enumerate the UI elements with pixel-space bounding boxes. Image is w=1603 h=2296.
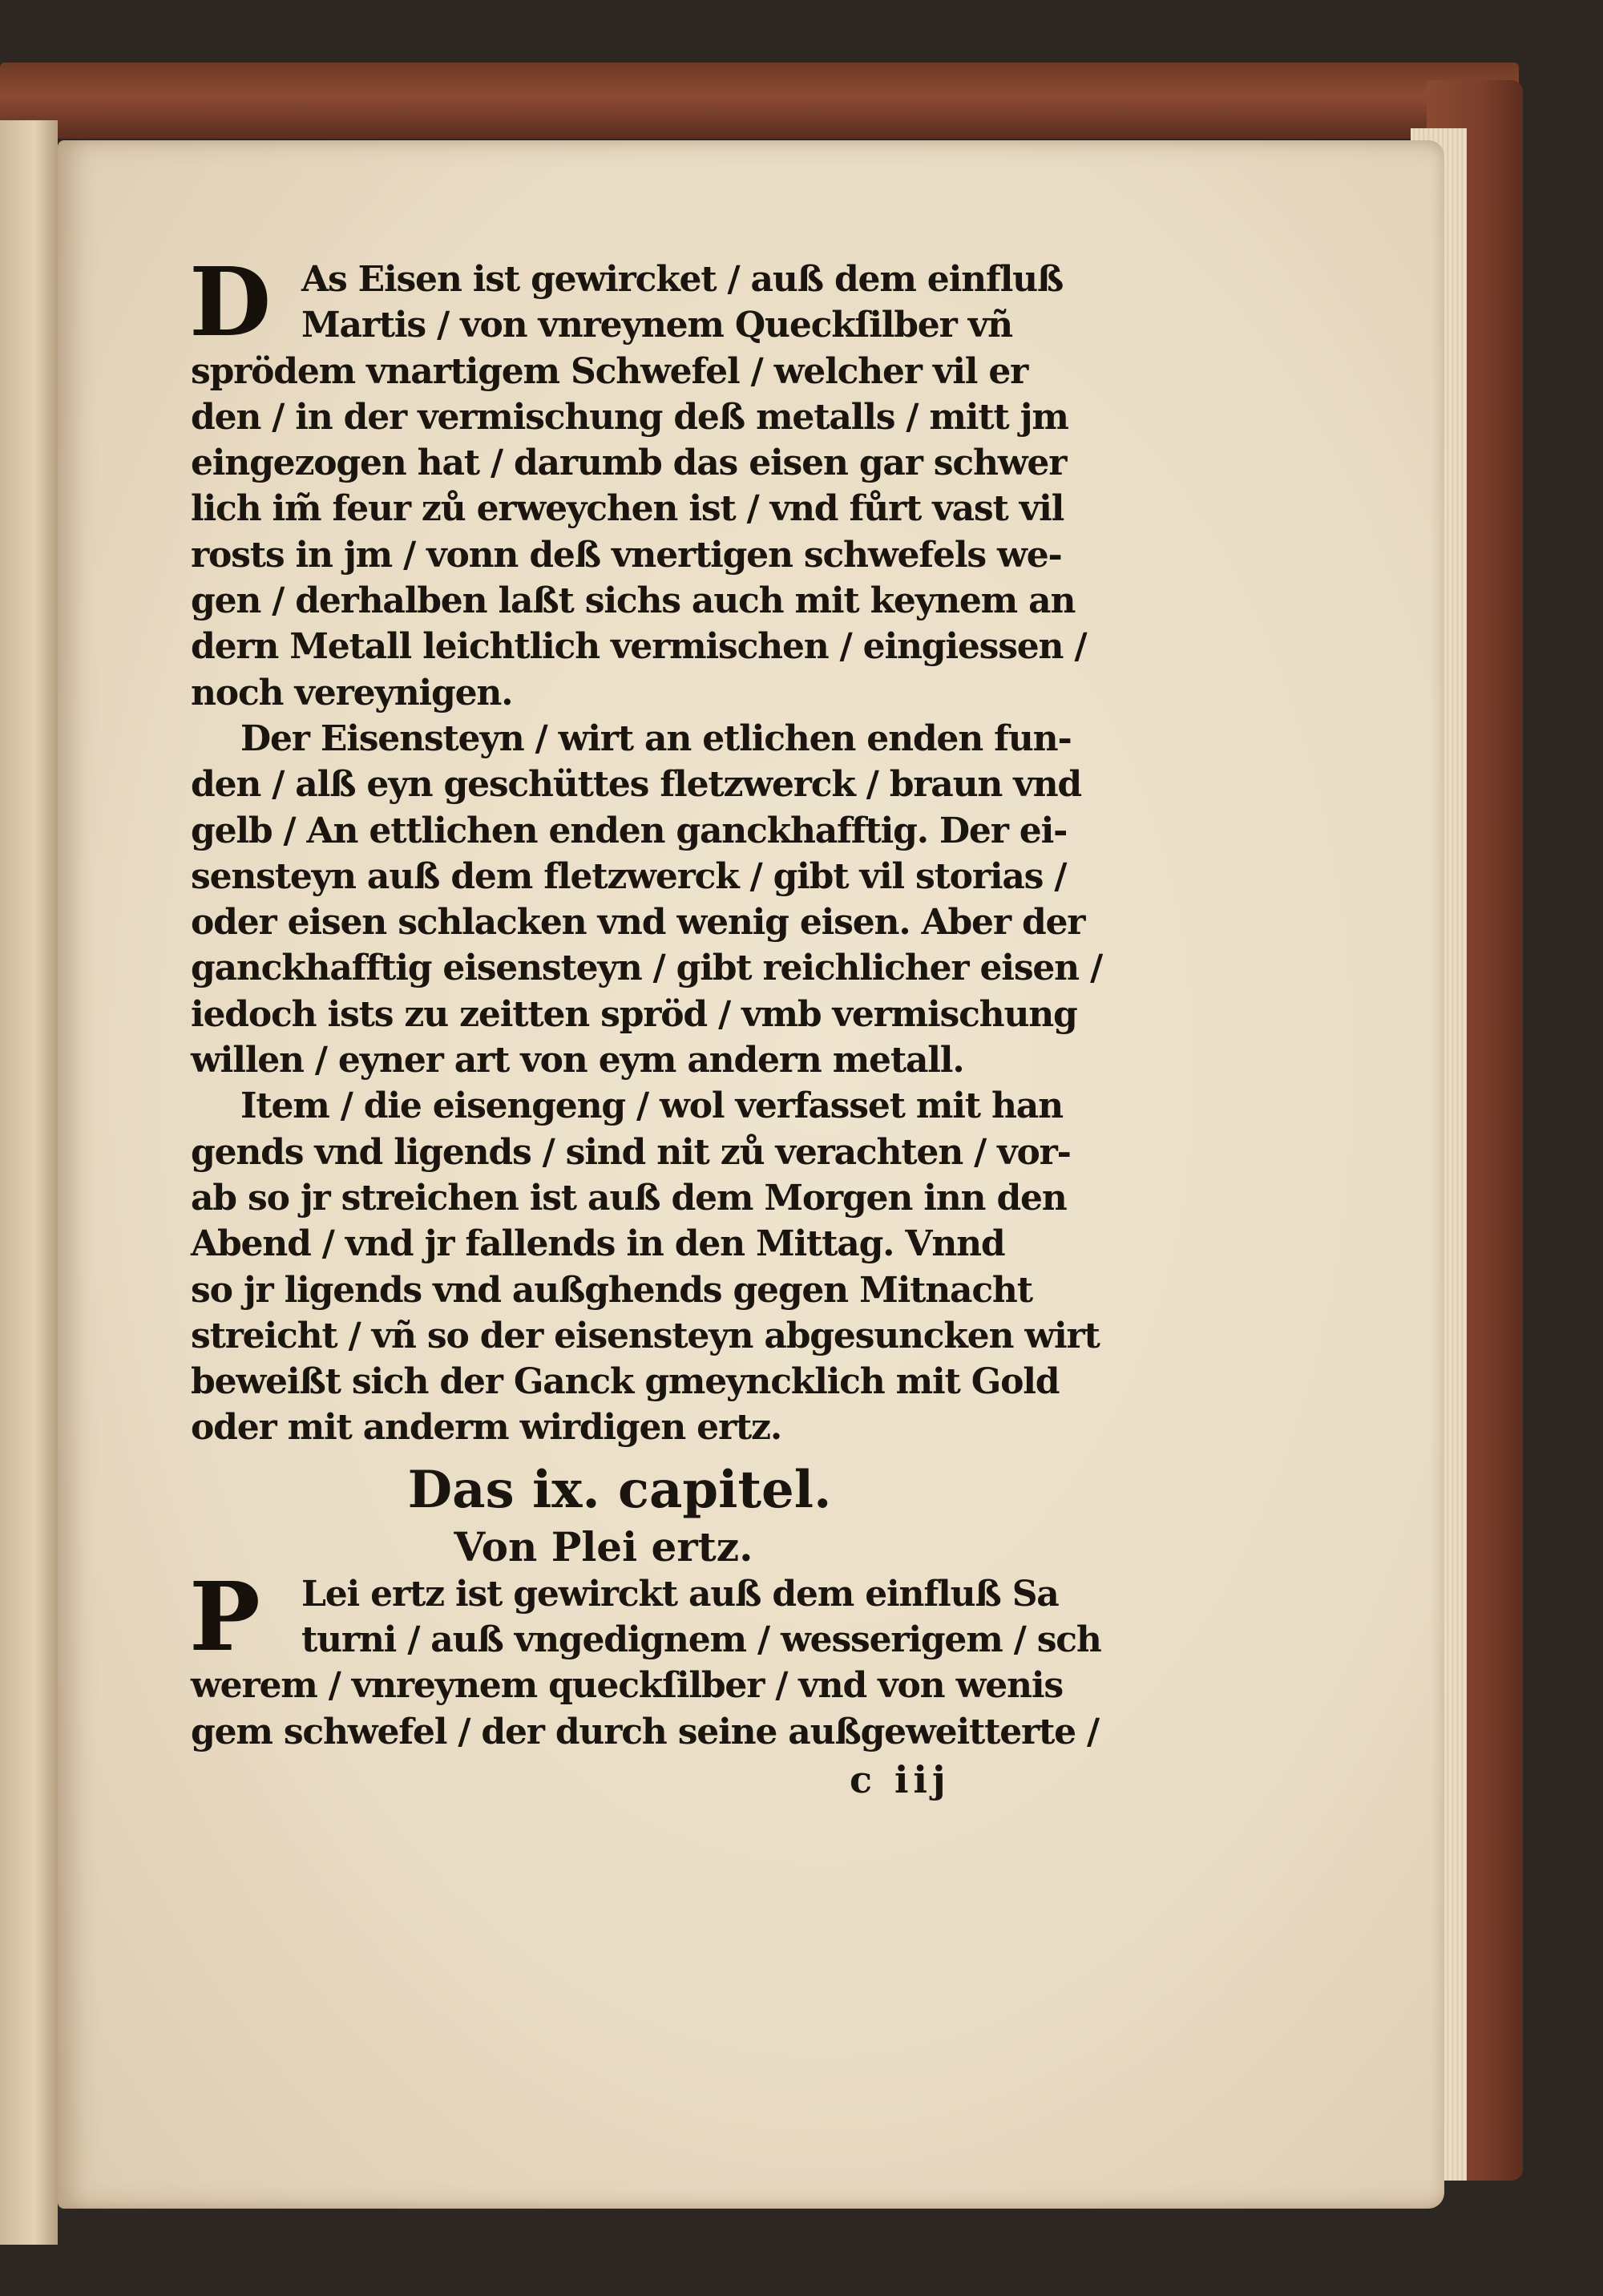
chapter-heading: Das ix. capitel. [407,1459,832,1520]
text-line: iedoch ists zu zeitten spröd / vmb vermischung [191,993,1077,1035]
text-line: den / in der vermischung deß metalls / mitt jm [191,396,1068,438]
text-line: ganckhafftig eisensteyn / gibt reichlicher eisen / [191,948,1102,989]
dropcap-d: D [189,246,272,358]
text-line: sensteyn auß dem fletzwerck / gibt vil storias / [191,855,1067,897]
text-line: den / alß eyn geschüttes fletzwerck / braun vnd [191,764,1081,806]
text-line: oder eisen schlacken vnd wenig eisen. Aber der [191,902,1085,944]
text-line: werem / vnreynem queckſilber / vnd von wenis [191,1665,1063,1707]
page-signature: c iij [850,1757,951,1801]
text-line: gem schwefel / der durch seine außgeweitterte / [191,1711,1099,1752]
text-line: Item / die eisengeng / wol verfasset mit han [240,1085,1063,1127]
text-line: oder mit anderm wirdigen ertz. [191,1407,781,1449]
text-line: Lei ertz ist gewirckt auß dem einfluß Sa [301,1573,1059,1615]
text-line: lich im̃ feur zů erweychen ist / vnd fůrt vast vil [191,488,1064,530]
text-line: eingezogen hat / darumb das eisen gar schwer [191,443,1067,484]
text-line: Der Eisensteyn / wirt an etlichen enden fun‑ [240,718,1072,759]
book-binding-top [0,63,1519,139]
text-line: noch vereynigen. [191,672,513,713]
dropcap-p: P [189,1560,260,1672]
text-line: sprödem vnartigem Schwefel / welcher vil er [191,350,1028,392]
left-page-edge [0,120,58,2245]
text-line: so jr ligends vnd außghends gegen Mitnacht [191,1269,1032,1311]
text-line: beweißt sich der Ganck gmeyncklich mit Gold [191,1361,1060,1403]
text-line: As Eisen ist gewircket / auß dem einfluß [301,259,1064,300]
text-line: turni / auß vngedignem / wesserigem / sch [301,1619,1101,1661]
text-line: dern Metall leichtlich vermischen / eingiessen / [191,626,1087,668]
text-line: gends vnd ligends / sind nit zů verachten / vor‑ [191,1131,1071,1173]
text-line: ab so jr streichen ist auß dem Morgen inn den [191,1177,1067,1219]
text-line: gen / derhalben laßt sichs auch mit keynem an [191,580,1076,622]
text-line: willen / eyner art von eym andern metall. [191,1040,964,1081]
text-line: Abend / vnd jr fallends in den Mittag. Vnnd [191,1223,1005,1265]
text-line: gelb / An ettlichen enden ganckhafftig. Der ei‑ [191,810,1068,851]
text-line: streicht / vñ so der eisensteyn abgesuncken wirt [191,1315,1100,1356]
text-line: rosts in jm / vonn deß vnertigen schwefels we‑ [191,534,1062,576]
chapter-subheading: Von Plei ertz. [454,1522,753,1570]
text-line: Martis / von vnreynem Queckſilber vñ [301,305,1012,346]
text-block [189,246,1112,1755]
